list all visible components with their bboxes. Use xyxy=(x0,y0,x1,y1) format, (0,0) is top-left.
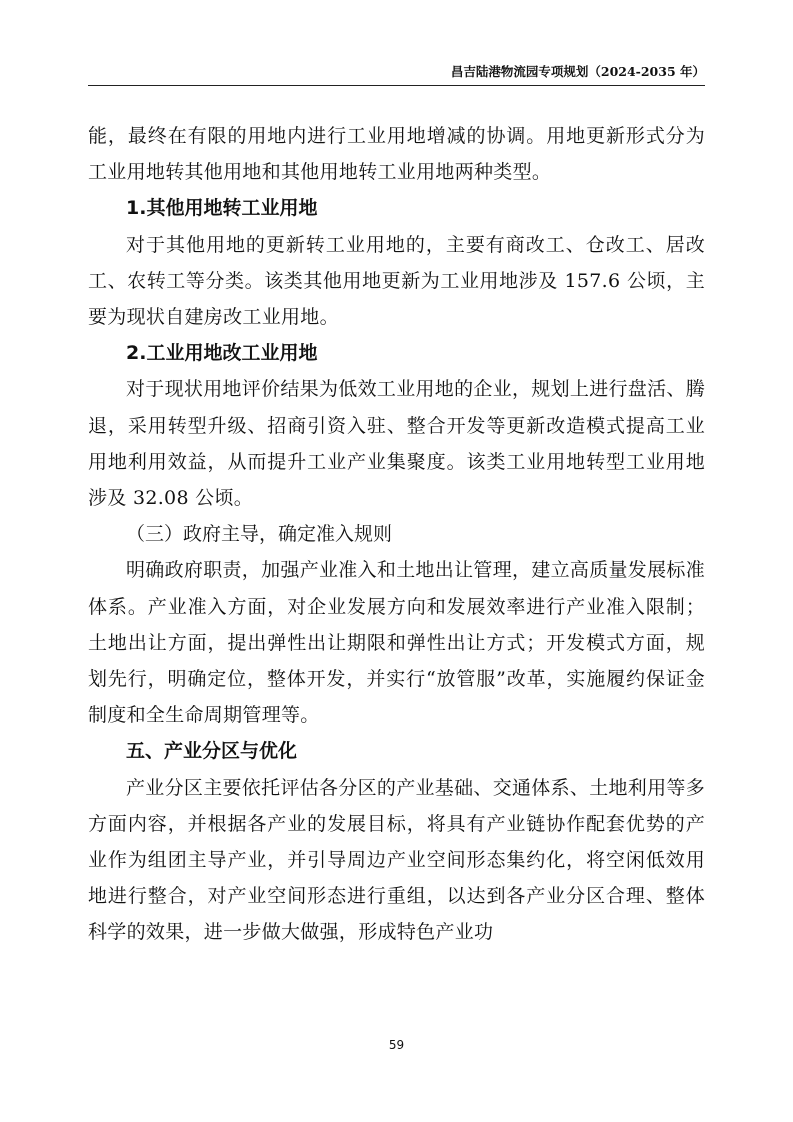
running-header: 昌吉陆港物流园专项规划（2024-2035 年） xyxy=(450,64,705,79)
paragraph-industrial-zoning: 产业分区主要依托评估各分区的产业基础、交通体系、土地利用等多方面内容，并根据各产业的发展目标，将具有产业链协作配套优势的产业作为组团主导产业，并引导周边产业空间形态集约化，将空闲低效用地进行整合，对产业空间形态进行重组，以达到各产业分区合理、整体科学的效果，进一步做大做强，形成特色产业功 xyxy=(88,776,706,944)
chapter-heading-industrial-zoning: 五、产业分区与优化 xyxy=(126,740,298,763)
page-number: 59 xyxy=(388,1038,405,1052)
page-content xyxy=(88,118,705,951)
subheading-other-to-industrial: 1.其他用地转工业用地 xyxy=(126,197,318,220)
subheading-industrial-to-industrial: 2.工业用地改工业用地 xyxy=(126,342,318,365)
paragraph-continuation: 能，最终在有限的用地内进行工业用地增减的协调。用地更新形式分为工业用地转其他用地和其他用地转工业用地两种类型。 xyxy=(88,125,705,184)
header-divider xyxy=(88,85,705,86)
paragraph-industrial-to-industrial: 对于现状用地评价结果为低效工业用地的企业，规划上进行盘活、腾退，采用转型升级、招商引资入驻、整合开发等更新改造模式提高工业用地利用效益，从而提升工业产业集聚度。该类工业用地转型工业用地涉及 32.08 公顷。 xyxy=(88,378,706,510)
paragraph-other-to-industrial: 对于其他用地的更新转工业用地的，主要有商改工、仓改工、居改工、农转工等分类。该类其他用地更新为工业用地涉及 157.6 公顷，主要为现状自建房改工业用地。 xyxy=(88,233,705,329)
paragraph-government-led: 明确政府职责，加强产业准入和土地出让管理，建立高质量发展标准体系。产业准入方面，对企业发展方向和发展效率进行产业准入限制；土地出让方面，提出弹性出让期限和弹性出让方式；开发模式方面，规划先行，明确定位，整体开发，并实行“放管服”改革，实施履约保证金制度和全生命周期管理等。 xyxy=(88,559,706,727)
section-heading-government-led: （三）政府主导，确定准入规则 xyxy=(126,523,393,546)
